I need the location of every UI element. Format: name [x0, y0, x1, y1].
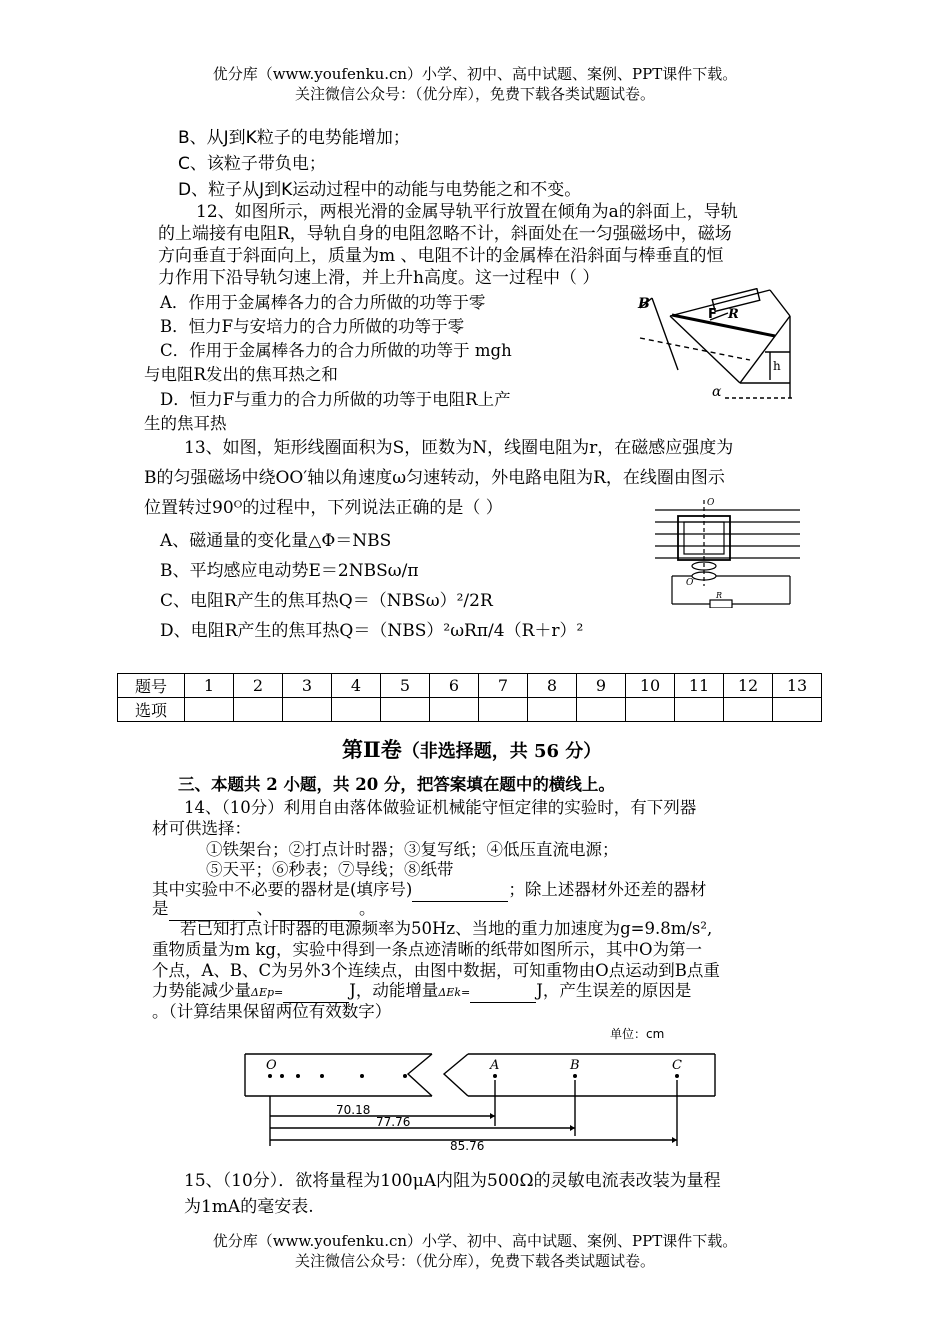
answer-cell[interactable]	[381, 698, 430, 722]
answer-table	[117, 673, 822, 722]
q11-option-c: C、该粒子带负电；	[178, 154, 326, 174]
table-number-cell: 13	[773, 674, 822, 698]
section-title-main: 第Ⅱ卷	[342, 737, 402, 762]
footer-line-1: 优分库（www.youfenku.cn）小学、初中、高中试题、案例、PPT课件下载。	[212, 1232, 738, 1250]
unneeded-equipment-blank[interactable]	[412, 879, 508, 902]
answer-cell[interactable]	[577, 698, 626, 722]
paper-tape-figure	[240, 1024, 720, 1154]
q12-stem-3: 方向垂直于斜面向上，质量为m 、电阻不计的金属棒在沿斜面与棒垂直的恒	[158, 246, 724, 266]
footer-line-2: 关注微信公众号：（优分库），免费下载各类试题试卷。	[294, 1252, 655, 1270]
table-number-cell: 4	[332, 674, 381, 698]
tape-point-O: O	[266, 1058, 277, 1073]
q14-line-6c: 。	[359, 899, 376, 918]
q13-stem-3: 位置转过90ᴼ的过程中，下列说法正确的是（ ）	[144, 498, 503, 518]
table-number-cell: 8	[528, 674, 577, 698]
q15-line-2: 为1mA的毫安表.	[184, 1197, 314, 1217]
q14-line-9: 个点，A、B、C为另外3个连续点，由图中数据，可知重物由O点运动到B点重	[152, 961, 720, 980]
answer-cell[interactable]	[626, 698, 675, 722]
rotating-coil-figure	[650, 496, 800, 608]
q12-stem-2: 的上端接有电阻R，导轨自身的电阻忽略不计，斜面处在一匀强磁场中，磁场	[158, 224, 732, 244]
answer-cell[interactable]	[185, 698, 234, 722]
answer-cell[interactable]	[724, 698, 773, 722]
table-number-cell: 6	[430, 674, 479, 698]
q14-line-10b: J，动能增量	[349, 981, 439, 1000]
fig-label-O: O	[707, 498, 715, 508]
q11-option-d: D、粒子从J到K运动过程中的动能与电势能之和不变。	[178, 180, 582, 200]
fig-label-alpha: α	[712, 384, 722, 400]
delta-ep-blank[interactable]	[283, 980, 349, 1003]
section-title	[342, 736, 601, 766]
tape-unit-label: 单位：cm	[610, 1027, 665, 1041]
tape-distance-OC: 85.76	[450, 1139, 485, 1153]
answer-cell[interactable]	[479, 698, 528, 722]
q12-option-d-cont: 生的焦耳热	[144, 414, 227, 433]
answer-cell[interactable]	[773, 698, 822, 722]
q13-stem-2: B的匀强磁场中绕OO′轴以角速度ω匀速转动，外电路电阻为R，在线圈由图示	[144, 468, 725, 488]
q14-line-6a: 是	[152, 899, 169, 918]
answer-cell[interactable]	[675, 698, 724, 722]
table-head-number: 题号	[118, 674, 185, 698]
q14-line-5b: ；除上述器材外还差的器材	[508, 880, 707, 899]
table-number-cell: 7	[479, 674, 528, 698]
answer-table-number-row	[118, 674, 822, 698]
fig-label-R-coil: R	[716, 591, 723, 600]
q12-option-b: B．恒力F与安培力的合力所做的功等于零	[160, 317, 465, 336]
header-line-2: 关注微信公众号：（优分库），免费下载各类试题试卷。	[294, 85, 655, 103]
table-number-cell: 9	[577, 674, 626, 698]
table-number-cell: 1	[185, 674, 234, 698]
answer-cell[interactable]	[332, 698, 381, 722]
q12-option-d: D．恒力F与重力的合力所做的功等于电阻R上产	[160, 390, 511, 409]
q14-line-10a: 力势能减少量	[152, 981, 251, 1000]
q14-line-7: 若已知打点计时器的电源频率为50Hz、当地的重力加速度为g=9.8m/s²,	[180, 919, 713, 938]
q13-option-b: B、平均感应电动势E＝2NBSω/π	[160, 561, 419, 581]
q13-option-c: C、电阻R产生的焦耳热Q＝（NBSω）²/2R	[160, 591, 493, 611]
q12-option-c-cont: 与电阻R发出的焦耳热之和	[144, 365, 338, 384]
answer-table-choice-row	[118, 698, 822, 722]
delta-ek-symbol: ΔEk=	[438, 986, 471, 999]
delta-ek-blank[interactable]	[470, 980, 536, 1003]
fig-label-F: F	[708, 307, 717, 322]
q14-line-11: 。（计算结果保留两位有效数字）	[152, 1002, 392, 1021]
answer-cell[interactable]	[283, 698, 332, 722]
incline-rails-figure	[610, 288, 795, 406]
q14-line-6b: 、	[256, 899, 273, 918]
table-number-cell: 12	[724, 674, 773, 698]
table-head-choice: 选项	[118, 698, 185, 722]
q14-items-2: ⑤天平；⑥秒表；⑦导线；⑧纸带	[206, 860, 454, 879]
q12-stem-4: 力作用下沿导轨匀速上滑，并上升h高度。这一过程中（ ）	[158, 268, 600, 288]
q14-line-2: 材可供选择：	[152, 819, 251, 838]
table-number-cell: 2	[234, 674, 283, 698]
header-line-1: 优分库（www.youfenku.cn）小学、初中、高中试题、案例、PPT课件下载。	[212, 65, 738, 83]
table-number-cell: 10	[626, 674, 675, 698]
tape-distance-OB: 77.76	[376, 1115, 411, 1129]
fig-label-O-prime: O′	[686, 578, 696, 588]
q11-option-b: B、从J到K粒子的电势能增加；	[178, 128, 410, 148]
table-number-cell: 3	[283, 674, 332, 698]
q12-option-a: A．作用于金属棒各力的合力所做的功等于零	[160, 293, 486, 312]
tape-point-B: B	[570, 1058, 580, 1073]
answer-cell[interactable]	[234, 698, 283, 722]
q14-line-5a: 其中实验中不必要的器材是(填序号)	[152, 880, 413, 899]
fig-label-B: B	[638, 296, 650, 312]
q13-stem-1: 13、如图，矩形线圈面积为S，匝数为N，线圈电阻为r，在磁感应强度为	[184, 438, 734, 458]
q15-line-1: 15、（10分）．欲将量程为100μA内阻为500Ω的灵敏电流表改装为量程	[184, 1171, 721, 1191]
section-title-sub: （非选择题，共 56 分）	[401, 741, 602, 762]
table-number-cell: 11	[675, 674, 724, 698]
fig-label-R: R	[728, 307, 739, 322]
fig-label-h: h	[773, 359, 781, 373]
answer-cell[interactable]	[528, 698, 577, 722]
tape-point-A: A	[490, 1058, 500, 1073]
tape-distance-OA: 70.18	[336, 1103, 371, 1117]
q13-option-d: D、电阻R产生的焦耳热Q＝（NBS）²ωRπ/4（R＋r）²	[160, 621, 584, 641]
q13-option-a: A、磁通量的变化量△Φ＝NBS	[160, 531, 392, 551]
q14-line-8: 重物质量为m kg，实验中得到一条点迹清晰的纸带如图所示，其中O为第一	[152, 940, 702, 959]
table-number-cell: 5	[381, 674, 430, 698]
q12-stem-1: 12、如图所示，两根光滑的金属导轨平行放置在倾角为a的斜面上，导轨	[196, 202, 738, 222]
q14-line-10c: J，产生误差的原因是	[536, 981, 692, 1000]
q14-line-1: 14、（10分）利用自由落体做验证机械能守恒定律的实验时，有下列器	[184, 798, 697, 817]
tape-point-C: C	[672, 1058, 682, 1073]
answer-cell[interactable]	[430, 698, 479, 722]
delta-ep-symbol: ΔEp=	[251, 986, 284, 999]
part3-instruction: 三、本题共 2 小题，共 20 分，把答案填在题中的横线上。	[178, 775, 615, 794]
q14-items-1: ①铁架台；②打点计时器；③复写纸；④低压直流电源；	[206, 840, 619, 859]
q12-option-c: C．作用于金属棒各力的合力所做的功等于 mgh	[160, 341, 512, 360]
